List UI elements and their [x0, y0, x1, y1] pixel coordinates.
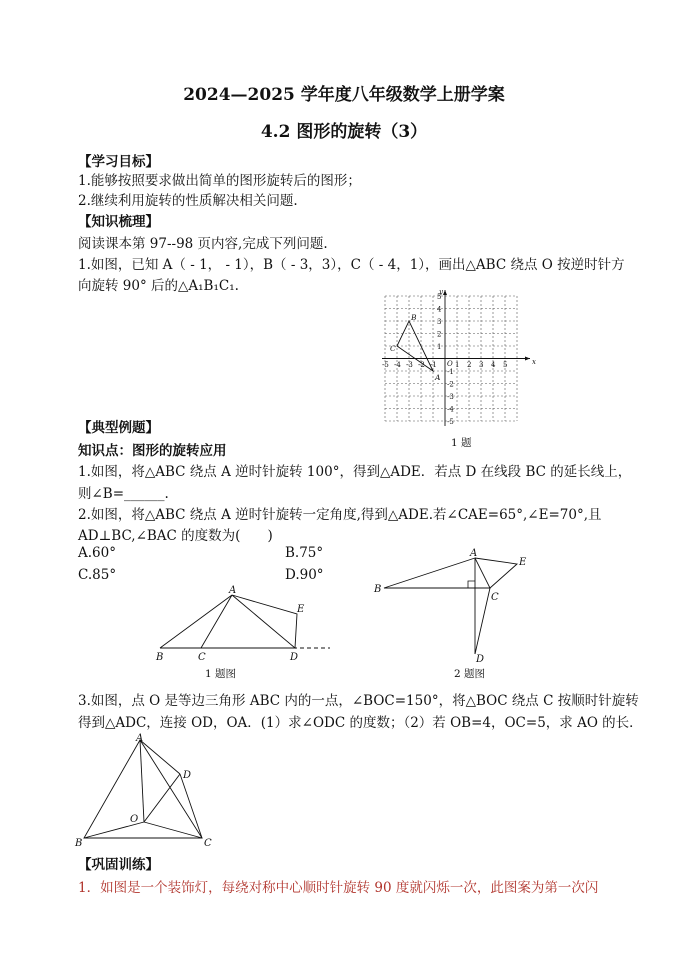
option-c: C.85° [78, 567, 117, 583]
x-tick-label: -5 [382, 361, 389, 369]
fig1-label-c: C [198, 652, 206, 663]
figure-1-caption: 1 题图 [205, 668, 237, 680]
point-b-label: B [411, 313, 417, 322]
fig2-label-d: D [476, 654, 485, 663]
y-tick-label: 3 [437, 318, 442, 326]
practice-q1: 1．如图是一个装饰灯，每绕对称中心顺时针旋转 90 度就闪烁一次，此图案为第一次闪 [78, 880, 599, 896]
x-tick-label: 2 [467, 361, 472, 369]
figure-2-caption: 2 题图 [454, 668, 486, 680]
goal-item-2: 2.继续利用旋转的性质解决相关问题. [78, 193, 298, 209]
example-q3-line2: 得到△ADC，连接 OD，OA．(1）求∠ODC 的度数；（2）若 OB=4，OC=5，求 AO 的长． [78, 715, 643, 731]
fig1-label-d: D [290, 652, 299, 663]
option-a: A.60° [78, 545, 116, 561]
y-tick-label: -5 [447, 418, 454, 426]
point-a-label: A [435, 373, 441, 382]
example-q1-line1: 1.如图，将△ABC 绕点 A 逆时针旋转 100°，得到△ADE．若点 D 在线段 BC 的延长线上， [78, 464, 632, 480]
x-tick-label: -3 [406, 361, 413, 369]
y-tick-label: 4 [437, 305, 442, 314]
fig2-label-c: C [491, 592, 499, 603]
x-axis-label: x [532, 358, 536, 366]
fig3-label-a: A [136, 733, 144, 744]
example-q3-line1: 3.如图，点 O 是等边三角形 ABC 内的一点，∠BOC=150°，将△BOC 绕点 C 按顺时针旋转 [78, 693, 639, 709]
option-b: B.75° [285, 545, 324, 561]
x-tick-label: 1 [455, 361, 460, 369]
practice-heading: 【巩固训练】 [78, 857, 159, 873]
y-axis-label: y [439, 288, 443, 296]
x-tick-label: 5 [503, 361, 508, 369]
knowledge-q1-line1: 1.如图，已知 A（ - 1， - 1），B（ - 3，3），C（ - 4，1），画出△ABC 绕点 O 按逆时针方 [78, 257, 625, 273]
option-d: D.90° [285, 567, 324, 583]
x-tick-label: -2 [418, 361, 425, 369]
fig2-label-e: E [519, 557, 527, 568]
examples-topic: 知识点：图形的旋转应用 [78, 443, 227, 459]
knowledge-heading: 【知识梳理】 [78, 214, 159, 230]
figure-1-rotation [150, 585, 335, 667]
y-tick-label: -4 [447, 405, 454, 414]
fig3-label-o: O [130, 814, 139, 825]
fig1-label-e: E [297, 604, 305, 615]
x-tick-label: 4 [491, 361, 496, 369]
goal-item-1: 1.能够按照要求做出简单的图形旋转后的图形； [78, 173, 361, 189]
fig3-label-c: C [204, 838, 212, 849]
y-tick-label: 5 [437, 293, 442, 301]
fig1-label-a: A [229, 585, 237, 596]
coordinate-grid-figure [380, 288, 540, 428]
y-tick-label: -3 [447, 393, 454, 401]
examples-heading: 【典型例题】 [78, 420, 159, 436]
fig3-label-d: D [183, 770, 192, 781]
example-q2-line2: AD⊥BC,∠BAC 的度数为( ) [78, 528, 273, 544]
example-q2-line1: 2.如图，将△ABC 绕点 A 逆时针旋转一定角度,得到△ADE.若∠CAE=65°,∠E=70°,且 [78, 507, 602, 523]
y-tick-label: -1 [447, 368, 454, 376]
fig1-label-b: B [156, 652, 164, 663]
example-q1-line2: 则∠B=______. [78, 486, 169, 502]
y-tick-label: -2 [447, 380, 454, 389]
x-tick-label: -4 [394, 361, 401, 369]
y-tick-label: 2 [437, 330, 442, 339]
origin-label: O [447, 360, 453, 368]
goals-heading: 【学习目标】 [78, 154, 159, 170]
grid-figure-caption: 1 题 [451, 437, 472, 449]
knowledge-q1-line2: 向旋转 90° 后的△A₁B₁C₁. [78, 278, 239, 294]
fig2-label-a: A [470, 548, 478, 559]
page-title: 2024—2025 学年度八年级数学上册学案 [183, 85, 505, 105]
figure-3-equilateral-triangle [72, 732, 222, 850]
knowledge-intro: 阅读课本第 97--98 页内容,完成下列问题. [78, 236, 328, 252]
y-tick-label: 1 [437, 343, 442, 351]
fig3-label-b: B [75, 838, 83, 849]
figure-2-rotation [370, 548, 540, 663]
fig2-label-b: B [374, 584, 382, 595]
x-tick-label: -1 [430, 361, 437, 369]
x-tick-label: 3 [479, 361, 484, 369]
point-c-label: C [390, 344, 396, 353]
section-subtitle: 4.2 图形的旋转（3） [260, 122, 428, 142]
